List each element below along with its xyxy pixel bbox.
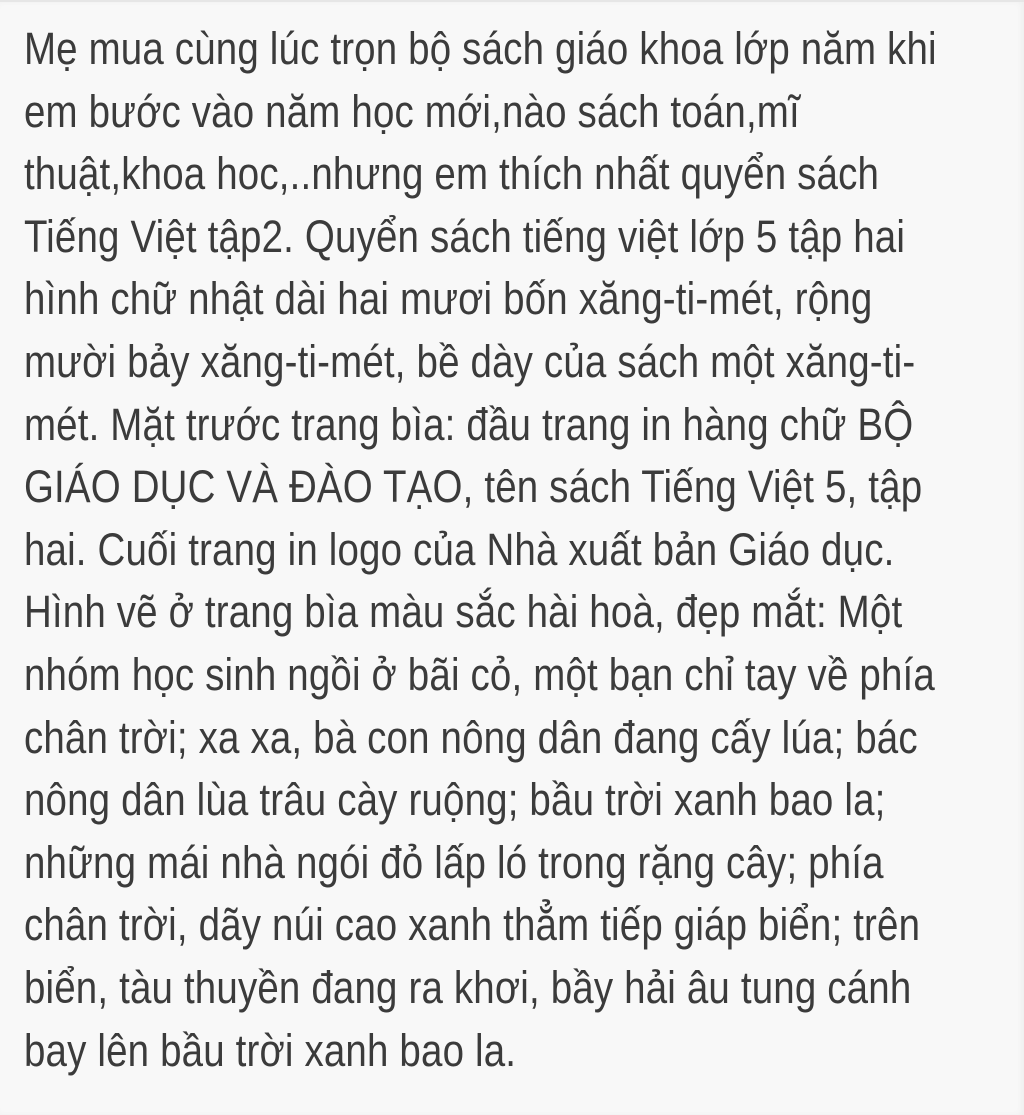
text-line: Tiếng Việt tập2. Quyển sách tiếng việt lớp 5 tập hai xyxy=(23,210,906,262)
text-line: Mẹ mua cùng lúc trọn bộ sách giáo khoa lớp năm khi xyxy=(23,23,937,74)
text-line: nhóm học sinh ngồi ở bãi cỏ, một bạn chỉ tay về phía xyxy=(23,648,935,700)
text-line: những mái nhà ngói đỏ lấp ló trong rặng cây; phía xyxy=(23,836,884,888)
text-line: hình chữ nhật dài hai mươi bốn xăng-ti-mét, rộng xyxy=(23,273,873,325)
text-line: chân trời; xa xa, bà con nông dân đang cấy lúa; bác xyxy=(23,711,918,763)
text-line: thuật,khoa hoc,..nhưng em thích nhất quyển sách xyxy=(23,148,880,200)
text-line: GIÁO DỤC VÀ ĐÀO TẠO, tên sách Tiếng Việt 5, tập xyxy=(23,461,923,513)
paragraph xyxy=(0,2,937,1082)
text-line: hai. Cuối trang in logo của Nhà xuất bản Giáo dục. xyxy=(23,523,895,575)
text-line: mười bảy xăng-ti-mét, bề dày của sách một xăng-ti- xyxy=(23,335,916,387)
text-line: bay lên bầu trời xanh bao la. xyxy=(23,1024,517,1076)
text-line: mét. Mặt trước trang bìa: đầu trang in hàng chữ BỘ xyxy=(23,398,914,450)
text-line: biển, tàu thuyền đang ra khơi, bầy hải âu tung cánh xyxy=(23,961,912,1013)
text-line: chân trời, dãy núi cao xanh thẳm tiếp giáp biển; trên xyxy=(23,899,921,951)
text-line: nông dân lùa trâu cày ruộng; bầu trời xanh bao la; xyxy=(23,774,886,826)
text-line: Hình vẽ ở trang bìa màu sắc hài hoà, đẹp mắt: Một xyxy=(23,586,903,638)
text-line: em bước vào năm học mới,nào sách toán,mĩ xyxy=(23,85,800,137)
